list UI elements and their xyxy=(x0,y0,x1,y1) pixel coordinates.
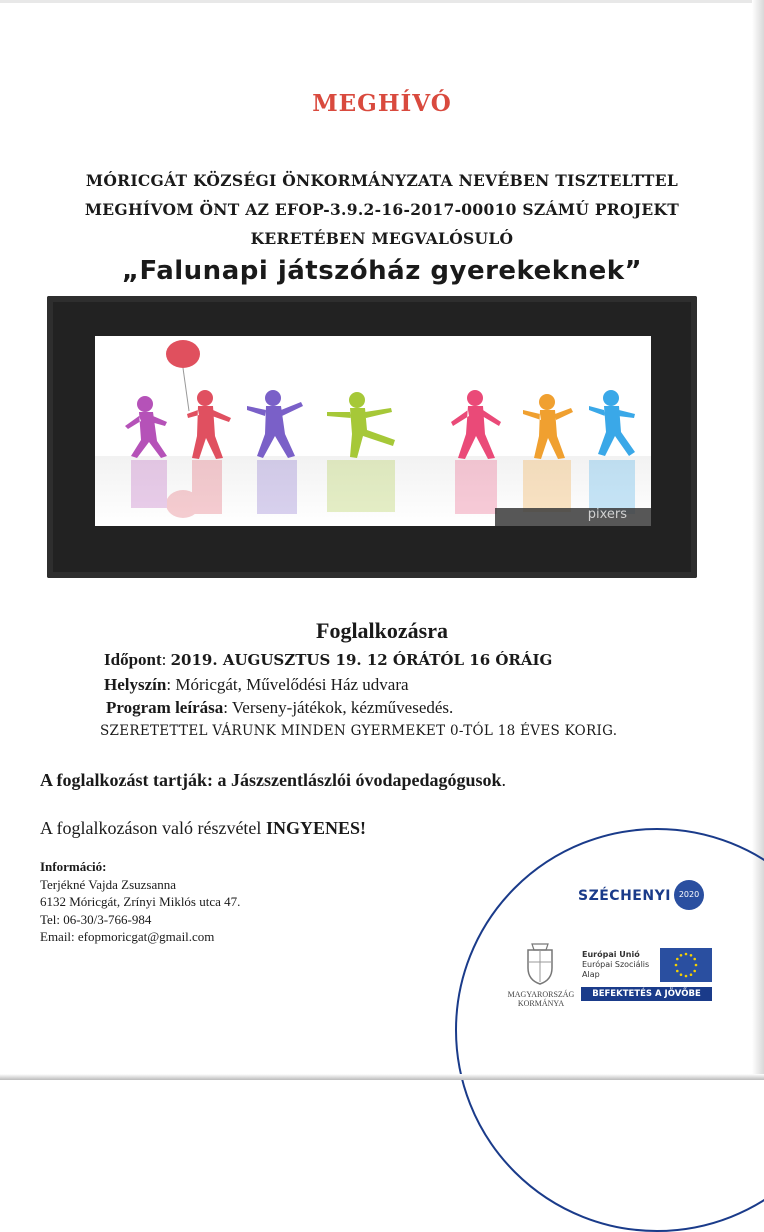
page-title: MEGHÍVÓ xyxy=(312,90,452,117)
time-line xyxy=(104,650,552,670)
contact-address: 6132 Móricgát, Zrínyi Miklós utca 47. xyxy=(40,894,241,909)
eu-line-2: Európai Szociális xyxy=(582,960,650,969)
intro-line-3: KERETÉBEN MEGVALÓSULÓ xyxy=(250,229,514,248)
event-title: „Falunapi játszóház gyerekeknek” xyxy=(121,256,643,286)
contact-email: Email: efopmoricgat@gmail.com xyxy=(40,929,215,944)
organizers-end: . xyxy=(501,770,507,790)
scan-edge-bottom xyxy=(0,1074,764,1080)
program-value: Verseny-játékok, kézművesedés. xyxy=(231,698,454,717)
child-figure-orange xyxy=(523,394,573,459)
subheading: Foglalkozásra xyxy=(316,618,448,643)
contact-block xyxy=(40,858,240,946)
free-emphasis: INGYENES! xyxy=(265,818,366,838)
free-participation-line xyxy=(40,818,366,839)
gov-line-2: KORMÁNYA xyxy=(517,999,565,1008)
child-figure-blue xyxy=(589,390,635,456)
child-figure-pink xyxy=(451,390,501,459)
image-watermark: pixers xyxy=(587,507,627,522)
szechenyi-logo-text: SZÉCHENYI xyxy=(578,888,671,904)
place-value: Móricgát, Művelődési Ház udvara xyxy=(175,675,409,694)
children-illustration xyxy=(95,336,651,526)
eu-flag-icon xyxy=(660,948,712,982)
program-label: Program leírása xyxy=(106,698,224,717)
place-line xyxy=(104,675,409,695)
child-figure-violet xyxy=(247,390,303,458)
eu-line-1: Európai Unió xyxy=(582,950,640,959)
scan-edge-top xyxy=(0,0,764,3)
program-colon: : xyxy=(223,698,232,717)
time-label: Időpont xyxy=(104,650,162,669)
organizers-text: A foglalkozást tartják: a Jászszentlászlói óvodapedagógusok xyxy=(40,770,502,790)
time-value: 2019. AUGUSZTUS 19. 12 ÓRÁTÓL 16 ÓRÁIG xyxy=(170,651,553,669)
coat-of-arms-icon xyxy=(520,940,560,986)
balloon-shape xyxy=(166,340,200,368)
dancing-children-image xyxy=(95,336,651,526)
welcome-line: SZERETETTEL VÁRUNK MINDEN GYERMEKET 0-TÓL 18 ÉVES KORIG. xyxy=(100,723,618,739)
contact-phone: Tel: 06-30/3-766-984 xyxy=(40,911,152,927)
intro-text xyxy=(40,166,724,253)
slogan-banner: BEFEKTETÉS A JÖVŐBE xyxy=(581,987,712,1001)
child-figure-purple xyxy=(125,396,167,458)
szechenyi-2020-icon: 2020 xyxy=(674,880,704,910)
organizers-line xyxy=(40,770,506,791)
gov-line-1: MAGYARORSZÁG xyxy=(507,990,575,999)
event-image-frame xyxy=(47,296,697,578)
eu-line-3: Alap xyxy=(582,970,600,979)
place-colon: : xyxy=(166,675,176,694)
place-label: Helyszín xyxy=(104,675,167,694)
eu-logo-text xyxy=(582,950,649,980)
intro-line-1: MÓRICGÁT KÖZSÉGI ÖNKORMÁNYZATA NEVÉBEN TISZTELTTEL xyxy=(85,171,679,190)
program-line xyxy=(106,698,453,718)
contact-name: Terjékné Vajda Zsuzsanna xyxy=(40,876,177,892)
time-colon: : xyxy=(161,650,171,669)
child-figure-red xyxy=(187,390,231,459)
child-figure-green xyxy=(327,392,395,458)
free-text: A foglalkozáson való részvétel xyxy=(40,818,266,838)
intro-line-2: MEGHÍVOM ÖNT AZ EFOP-3.9.2-16-2017-00010 SZÁMÚ PROJEKT xyxy=(84,200,680,219)
government-logo-text xyxy=(505,990,577,1008)
contact-heading: Információ: xyxy=(40,859,107,874)
